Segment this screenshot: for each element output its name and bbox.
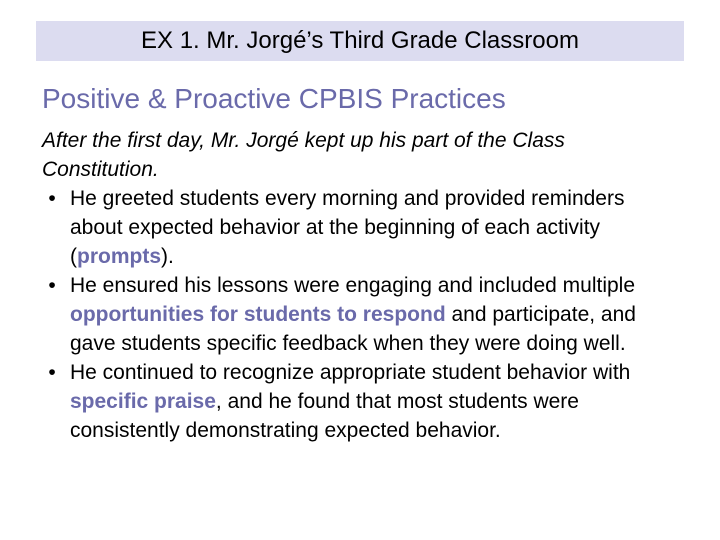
bullet-text: He greeted students every morning and provided reminders about expected behavior at the beginning of each activity (: [70, 187, 625, 268]
bullet-icon: •: [48, 187, 56, 210]
body-text: [42, 126, 672, 445]
title-bar: [36, 21, 684, 61]
intro-paragraph: After the first day, Mr. Jorgé kept up his part of the Class Constitution.: [42, 129, 565, 181]
bullet-list: [42, 184, 672, 445]
bullet-text: , and he found that most students were consistently demonstrating expected behavior.: [70, 390, 579, 442]
bullet-text: He ensured his lessons were engaging and included multiple: [70, 274, 636, 297]
highlight-term: opportunities for students to respond: [70, 303, 446, 326]
bullet-item: [42, 358, 672, 445]
section-heading: Positive & Proactive CPBIS Practices: [42, 83, 506, 114]
bullet-icon: •: [48, 274, 56, 297]
bullet-text: He continued to recognize appropriate student behavior with: [70, 361, 631, 384]
highlight-term: prompts: [77, 245, 161, 268]
bullet-icon: •: [48, 361, 56, 384]
highlight-term: specific praise: [70, 390, 216, 413]
bullet-item: [42, 184, 672, 271]
bullet-item: [42, 271, 672, 358]
page-title: EX 1. Mr. Jorgé’s Third Grade Classroom: [141, 27, 579, 54]
bullet-text: ).: [161, 245, 174, 268]
bullet-text: and participate, and gave students specific feedback when they were doing well.: [70, 303, 636, 355]
